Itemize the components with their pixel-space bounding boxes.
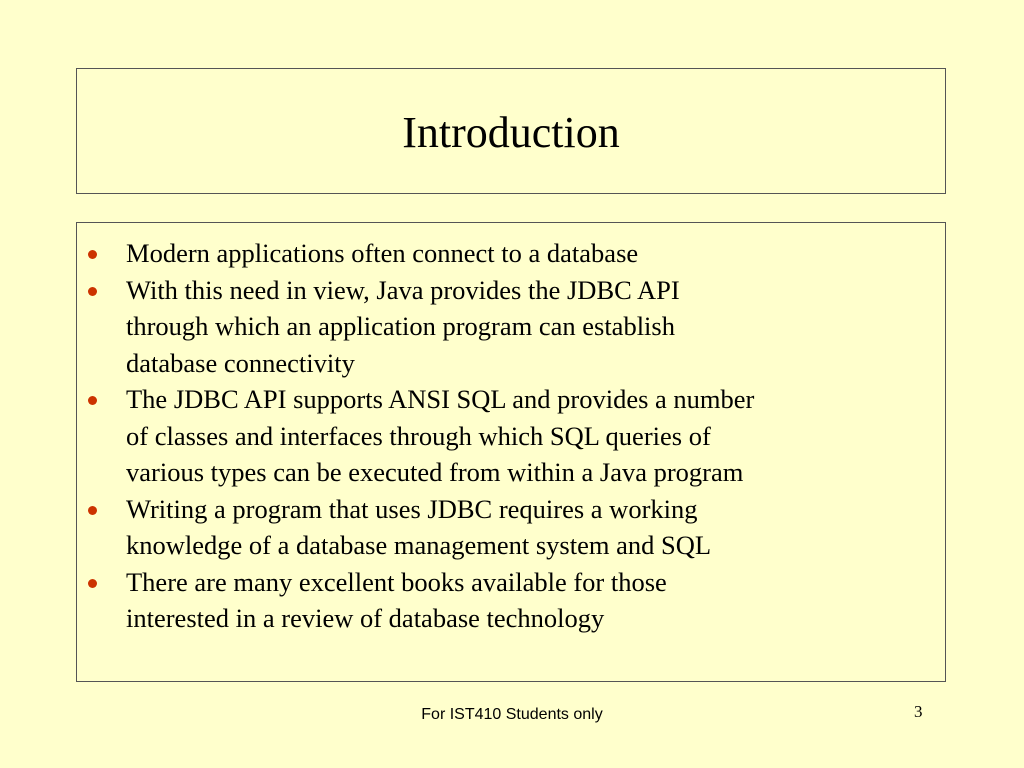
bullet-text xyxy=(126,381,945,491)
bullet-line: knowledge of a database management system and SQL xyxy=(126,530,712,560)
bullet-dot-icon xyxy=(88,506,97,515)
bullet-item xyxy=(77,491,945,564)
bullet-dot-icon xyxy=(88,287,97,296)
bullet-line: There are many excellent books available for those xyxy=(126,566,667,597)
bullet-line: Modern applications often connect to a database xyxy=(126,238,639,268)
content-box xyxy=(76,222,946,682)
bullet-text xyxy=(126,564,945,637)
bullet-line: through which an application program can establish xyxy=(126,311,675,341)
bullet-dot-icon xyxy=(88,250,97,259)
bullet-line: Writing a program that uses JDBC requires a working xyxy=(126,493,698,524)
bullet-line: of classes and interfaces through which SQL queries of xyxy=(126,420,711,451)
bullet-line: database connectivity xyxy=(126,347,355,378)
bullet-line: various types can be executed from within a Java program xyxy=(126,457,744,487)
bullet-item xyxy=(77,564,945,637)
bullet-item xyxy=(77,381,945,491)
bullet-line: With this need in view, Java provides the JDBC API xyxy=(126,274,680,305)
page-number: 3 xyxy=(914,702,923,721)
bullet-dot-icon xyxy=(88,579,97,588)
bullet-item xyxy=(77,272,945,382)
bullet-line: interested in a review of database technology xyxy=(126,603,605,633)
bullet-dot-icon xyxy=(88,396,97,405)
slide-title: Introduction xyxy=(402,108,620,157)
bullet-text xyxy=(126,491,945,564)
footer-text: For IST410 Students only xyxy=(421,706,603,723)
bullet-text xyxy=(126,235,945,272)
bullet-text xyxy=(126,272,945,382)
bullet-item xyxy=(77,235,945,272)
bullet-line: The JDBC API supports ANSI SQL and provides a number xyxy=(126,384,755,414)
bullet-list xyxy=(77,223,945,637)
title-box xyxy=(76,68,946,194)
